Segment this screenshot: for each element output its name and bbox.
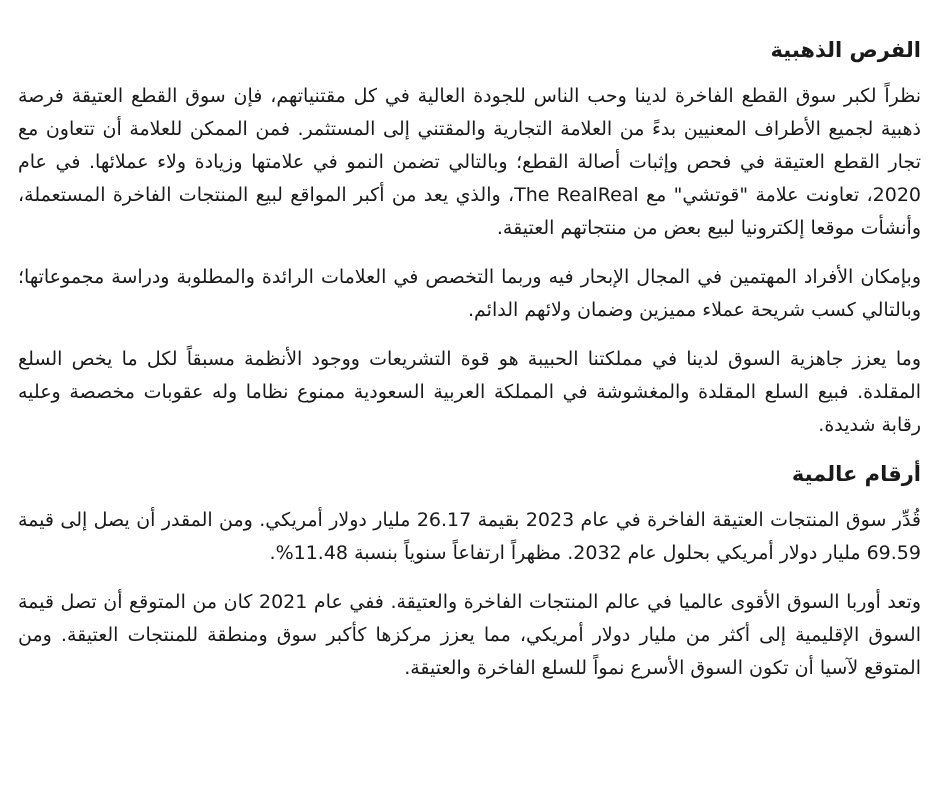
paragraph-counterfeit-regulations: وما يعزز جاهزية السوق لدينا في مملكتنا الحبيبة هو قوة التشريعات ووجود الأنظمة مسبقاً لكل ما يخص السلع المقلدة. فبيع السلع المقلدة والمغشوشة في المملكة العربية السعودية ممنوع نظاما وله عقوبات مخصصة وعليه رقابة شديدة.	[18, 348, 921, 436]
paragraph-luxury-vintage-market: نظراً لكبر سوق القطع الفاخرة لدينا وحب الناس للجودة العالية في كل مقتنياتهم، فإن سوق القطع العتيقة فرصة ذهبية لجميع الأطراف المعنيين بدءً من العلامة التجارية والمقتني إلى المستثمر. فمن الممكن للعلامة أن تتعاون مع تجار القطع العتيقة في فحص وإثبات أصالة القطع؛ وبالتالي تضمن النمو في علامتها وزيادة ولاء عملائها. في عام 2020، تعاونت علامة "قوتشي" مع The RealReal، والذي يعد من أكبر المواقع لبيع المنتجات الفاخرة المستعملة، وأنشأت موقعا إلكترونيا لبيع بعض من منتجاتهم العتيقة.	[18, 85, 922, 239]
paragraph-regional-markets: وتعد أوربا السوق الأقوى عالميا في عالم المنتجات الفاخرة والعتيقة. ففي عام 2021 كان من المتوقع أن تصل قيمة السوق الإقليمية إلى أكثر من مليار دولار أمريكي، مما يعزز مركزها كأكبر سوق ومنطقة للمنتجات العتيقة. ومن المتوقع لآسيا أن تكون السوق الأسرع نمواً للسلع الفاخرة والعتيقة.	[18, 591, 922, 679]
section-heading-global-figures: أرقام عالمية	[791, 462, 921, 486]
section-global-figures	[18, 458, 921, 685]
paragraph-market-value: قُدِّر سوق المنتجات العتيقة الفاخرة في عام 2023 بقيمة 26.17 مليار دولار أمريكي. ومن المقدر أن يصل إلى قيمة 69.59 مليار دولار أمريكي بحلول عام 2032. مظهراً ارتفاعاً سنوياً بنسبة 11.48%.	[18, 509, 922, 564]
section-golden-opportunities	[18, 34, 921, 442]
section-heading-golden-opportunities: الفرص الذهبية	[770, 38, 921, 62]
paragraph-individuals-specialization: وبإمكان الأفراد المهتمين في المجال الإبحار فيه وربما التخصص في العلامات الرائدة والمطلوبة ودراسة مجموعاتها؛ وبالتالي كسب شريحة عملاء مميزين وضمان ولائهم الدائم.	[18, 266, 921, 321]
